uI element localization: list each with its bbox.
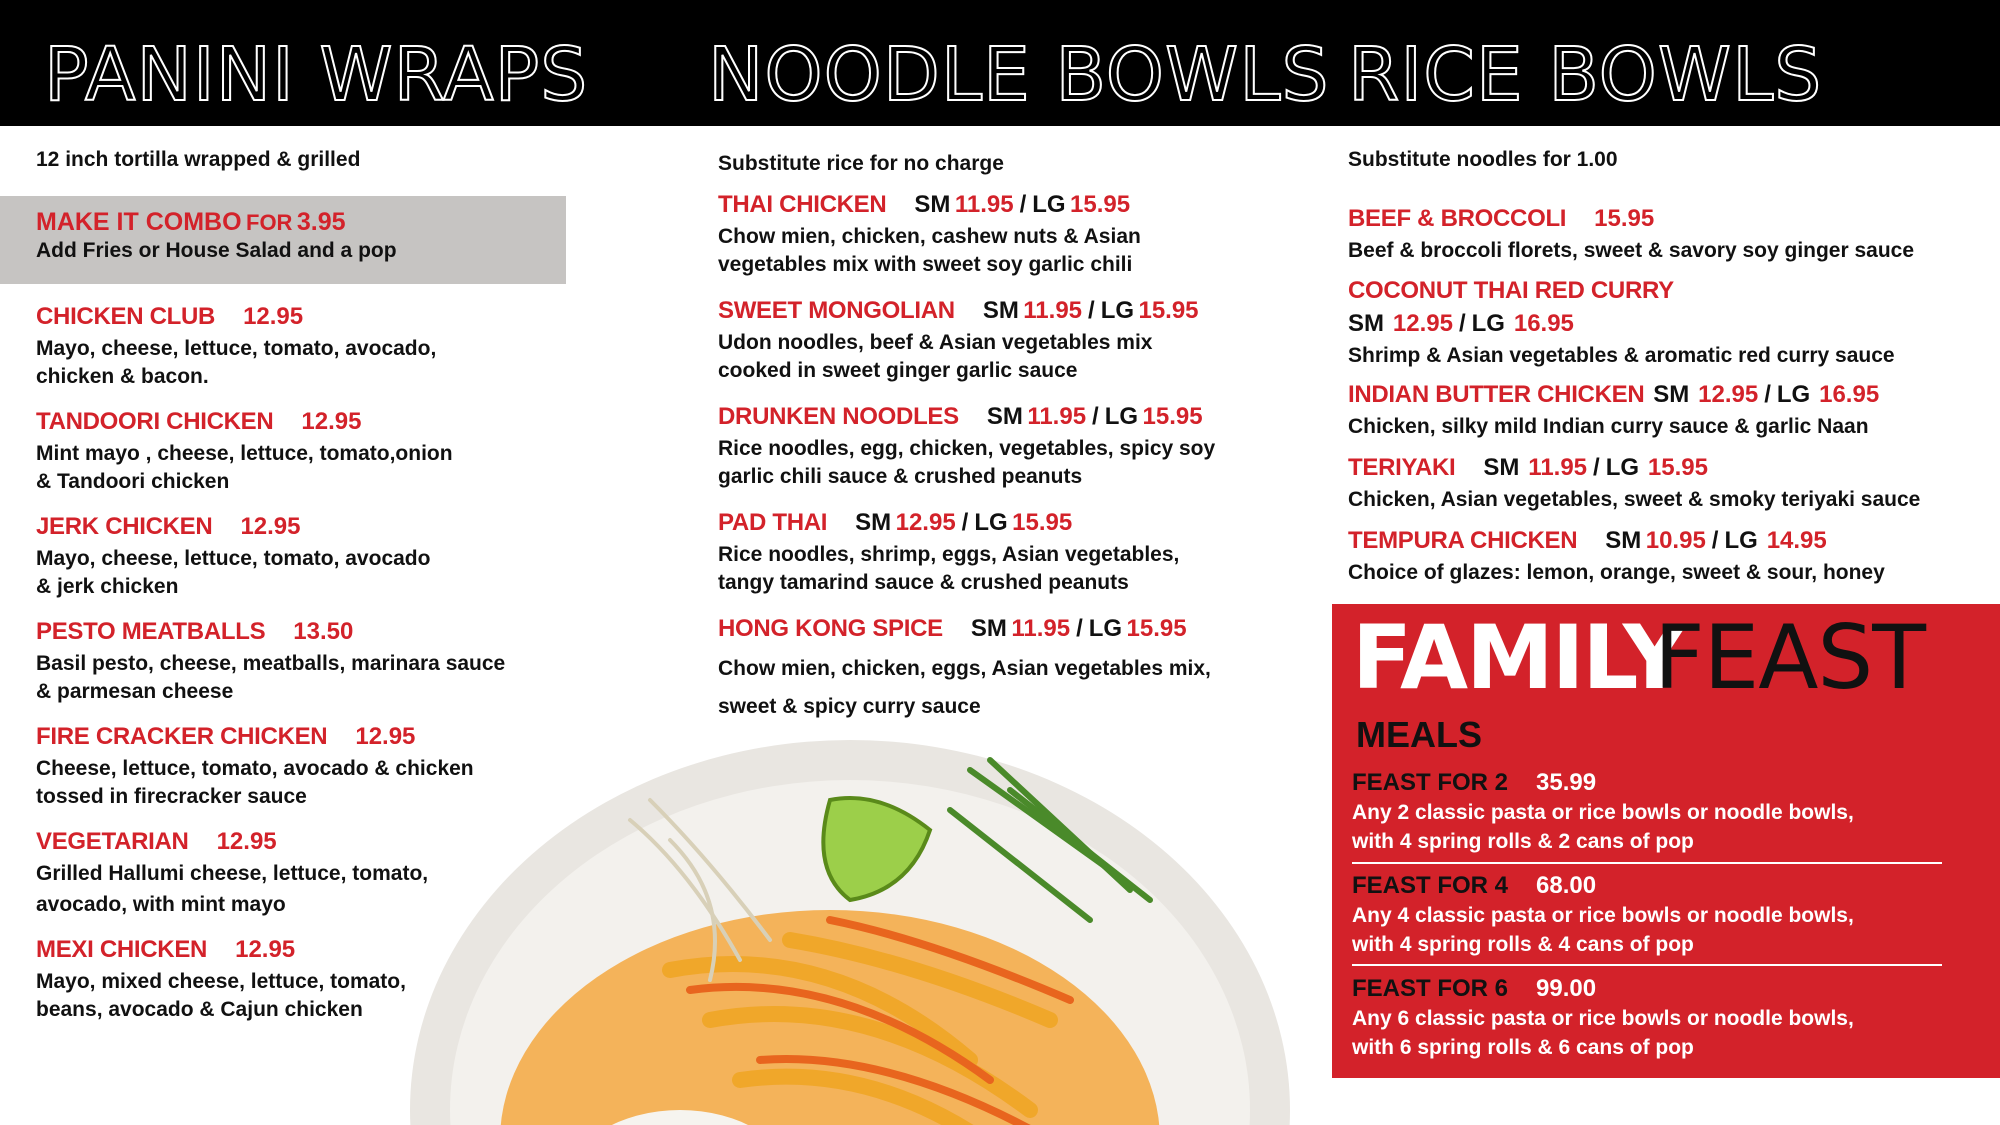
item-price: 12.95 xyxy=(240,513,301,540)
item-price-sm: 11.95 xyxy=(1027,403,1087,430)
size-label-sm: SM xyxy=(986,403,1023,430)
item-name: JERK CHICKEN xyxy=(36,513,213,540)
menu-item: PAD THAI SM 12.95 / LG 15.95 Rice noodles, shrimp, eggs, Asian vegetables, tangy tamarind sauce & crushed peanuts xyxy=(718,508,1179,597)
item-price-sm: 12.95 xyxy=(1392,310,1453,337)
item-price-sm: 11.95 xyxy=(1011,615,1071,642)
item-price-lg: 15.95 xyxy=(1647,454,1708,481)
noodle-bowls-title: NOODLE BOWLS xyxy=(708,32,1330,118)
item-name: BEEF & BROCCOLI xyxy=(1348,205,1567,232)
size-label-sm: SM xyxy=(970,615,1007,642)
feast-desc: Any 6 classic pasta or rice bowls or noodle bowls, xyxy=(1352,1007,1854,1030)
item-desc: tossed in firecracker sauce xyxy=(36,785,307,808)
item-desc: Mayo, cheese, lettuce, tomato, avocado xyxy=(36,547,431,570)
menu-item xyxy=(36,722,474,811)
item-price-sm: 10.95 xyxy=(1645,527,1706,554)
item-price: 12.95 xyxy=(301,408,362,435)
feast-item xyxy=(1352,768,1952,856)
noodle-note: Substitute rice for no charge xyxy=(718,152,1004,175)
combo-for-label: FOR xyxy=(246,210,293,235)
item-price-sm: 12.95 xyxy=(1698,381,1759,408)
item-price: 13.50 xyxy=(293,618,354,645)
item-price-sm: 11.95 xyxy=(954,191,1014,218)
item-desc: Chicken, silky mild Indian curry sauce & garlic Naan xyxy=(1348,415,1869,438)
menu-item: DRUNKEN NOODLES SM 11.95 / LG 15.95 Rice noodles, egg, chicken, vegetables, spicy soy garlic chili sauce & crushed peanuts xyxy=(718,402,1215,491)
item-desc: Grilled Hallumi cheese, lettuce, tomato, xyxy=(36,862,429,885)
menu-item: SWEET MONGOLIAN SM 11.95 / LG 15.95 Udon noodles, beef & Asian vegetables mix cooked in sweet ginger garlic sauce xyxy=(718,296,1199,385)
divider xyxy=(1352,964,1942,966)
item-desc: Mint mayo , cheese, lettuce, tomato,onion xyxy=(36,442,453,465)
rice-bowls-title: RICE BOWLS xyxy=(1348,32,1823,118)
combo-desc: Add Fries or House Salad and a pop xyxy=(36,239,397,262)
item-name: PESTO MEATBALLS xyxy=(36,618,266,645)
item-desc: chicken & bacon. xyxy=(36,365,209,388)
size-label-lg: LG xyxy=(974,509,1008,536)
menu-item xyxy=(36,617,505,706)
menu-item: COCONUT THAI RED CURRY SM 12.95 / LG 16.95 Shrimp & Asian vegetables & aromatic red curry sauce xyxy=(1348,276,1895,370)
menu-item: HONG KONG SPICE SM 11.95 / LG 15.95 Chow mien, chicken, eggs, Asian vegetables mix, sweet & spicy curry sauce xyxy=(718,614,1211,721)
item-desc: cooked in sweet ginger garlic sauce xyxy=(718,359,1078,382)
item-price-lg: 15.95 xyxy=(1138,297,1199,324)
menu-item xyxy=(1348,204,1914,265)
panini-note: 12 inch tortilla wrapped & grilled xyxy=(36,148,361,171)
feast-price: 35.99 xyxy=(1536,769,1597,796)
item-price-lg: 15.95 xyxy=(1126,615,1187,642)
feast-desc: Any 2 classic pasta or rice bowls or noodle bowls, xyxy=(1352,801,1854,824)
item-desc: Mayo, cheese, lettuce, tomato, avocado, xyxy=(36,337,437,360)
feast-desc: Any 4 classic pasta or rice bowls or noodle bowls, xyxy=(1352,904,1854,927)
feast-name: FEAST FOR 6 xyxy=(1352,975,1509,1002)
item-price: 12.95 xyxy=(216,828,277,855)
item-price-lg: 16.95 xyxy=(1819,381,1880,408)
item-price: 12.95 xyxy=(235,936,296,963)
item-price: 12.95 xyxy=(355,723,416,750)
item-price-sm: 11.95 xyxy=(1023,297,1083,324)
item-name: HONG KONG SPICE xyxy=(718,615,943,642)
item-desc: avocado, with mint mayo xyxy=(36,893,286,916)
item-desc: Rice noodles, shrimp, eggs, Asian vegetables, xyxy=(718,543,1180,566)
size-label-lg: LG xyxy=(1032,191,1066,218)
item-desc: Chicken, Asian vegetables, sweet & smoky teriyaki sauce xyxy=(1348,488,1921,511)
size-label-sm: SM xyxy=(914,191,951,218)
item-price-lg: 16.95 xyxy=(1513,310,1574,337)
feast-name: FEAST FOR 4 xyxy=(1352,872,1509,899)
item-name: THAI CHICKEN xyxy=(718,191,887,218)
feast-meals-label: MEALS xyxy=(1356,714,1482,755)
item-name: CHICKEN CLUB xyxy=(36,303,216,330)
menu-item xyxy=(36,302,436,391)
item-name: FIRE CRACKER CHICKEN xyxy=(36,723,328,750)
menu-item: THAI CHICKEN SM 11.95 / LG 15.95 Chow mien, chicken, cashew nuts & Asian vegetables mix with sweet soy garlic chili xyxy=(718,190,1141,279)
size-label-sm: SM xyxy=(1653,381,1690,408)
divider xyxy=(1352,862,1942,864)
feast-title-feast: FEAST xyxy=(1654,606,1926,709)
item-desc: Shrimp & Asian vegetables & aromatic red curry sauce xyxy=(1348,344,1895,367)
size-label-sm: SM xyxy=(1605,527,1642,554)
item-price-lg: 15.95 xyxy=(1012,509,1073,536)
combo-title: MAKE IT COMBO xyxy=(36,208,242,236)
size-label-lg: LG xyxy=(1100,297,1135,324)
item-desc: beans, avocado & Cajun chicken xyxy=(36,998,363,1021)
menu-item: INDIAN BUTTER CHICKEN SM 12.95 / LG 16.95 Chicken, silky mild Indian curry sauce & garlic Naan xyxy=(1348,380,1879,441)
feast-title-family: FAMILY xyxy=(1352,606,1685,709)
item-price-sm: 12.95 xyxy=(895,509,956,536)
item-desc: vegetables mix with sweet soy garlic chili xyxy=(718,253,1133,276)
item-desc: sweet & spicy curry sauce xyxy=(718,695,981,718)
item-desc: Beef & broccoli florets, sweet & savory soy ginger sauce xyxy=(1348,239,1915,262)
menu-item xyxy=(36,827,428,919)
item-price: 15.95 xyxy=(1594,205,1655,232)
item-name: MEXI CHICKEN xyxy=(36,936,208,963)
size-label-lg: LG xyxy=(1605,454,1640,481)
item-desc: Chow mien, chicken, eggs, Asian vegetables mix, xyxy=(718,657,1211,680)
item-price-lg: 14.95 xyxy=(1766,527,1827,554)
item-price-lg: 15.95 xyxy=(1142,403,1203,430)
item-name: INDIAN BUTTER CHICKEN xyxy=(1348,381,1645,408)
panini-wraps-title: PANINI WRAPS xyxy=(44,32,589,118)
item-name: TERIYAKI xyxy=(1348,454,1456,481)
menu-item xyxy=(36,407,453,496)
item-desc: Mayo, mixed cheese, lettuce, tomato, xyxy=(36,970,406,993)
size-label-lg: LG xyxy=(1776,381,1811,408)
feast-desc: with 6 spring rolls & 6 cans of pop xyxy=(1352,1036,1694,1059)
feast-price: 68.00 xyxy=(1536,872,1597,899)
item-desc: Cheese, lettuce, tomato, avocado & chicken xyxy=(36,757,474,780)
menu-item: TERIYAKI SM 11.95 / LG 15.95 Chicken, Asian vegetables, sweet & smoky teriyaki sauce xyxy=(1348,453,1920,514)
feast-name: FEAST FOR 2 xyxy=(1352,769,1509,796)
item-desc: Rice noodles, egg, chicken, vegetables, spicy soy xyxy=(718,437,1216,460)
item-desc: & parmesan cheese xyxy=(36,680,234,703)
size-label-lg: LG xyxy=(1104,403,1139,430)
item-desc: Basil pesto, cheese, meatballs, marinara sauce xyxy=(36,652,506,675)
item-desc: & Tandoori chicken xyxy=(36,470,230,493)
item-name: PAD THAI xyxy=(718,509,828,536)
size-label-sm: SM xyxy=(1483,454,1520,481)
item-desc: tangy tamarind sauce & crushed peanuts xyxy=(718,571,1129,594)
feast-desc: with 4 spring rolls & 2 cans of pop xyxy=(1352,830,1694,853)
item-name: DRUNKEN NOODLES xyxy=(718,403,959,430)
rice-note: Substitute noodles for 1.00 xyxy=(1348,148,1618,171)
menu-item xyxy=(36,935,406,1024)
size-label-lg: LG xyxy=(1724,527,1758,554)
size-label-sm: SM xyxy=(1348,310,1384,337)
menu-item xyxy=(36,512,430,601)
family-feast-panel xyxy=(1332,604,2000,1078)
item-desc: & jerk chicken xyxy=(36,575,179,598)
item-name: TANDOORI CHICKEN xyxy=(36,408,274,435)
size-label-lg: LG xyxy=(1471,310,1505,337)
size-label-sm: SM xyxy=(982,297,1019,324)
item-price-lg: 15.95 xyxy=(1070,191,1131,218)
combo-box xyxy=(0,196,566,284)
item-desc: Udon noodles, beef & Asian vegetables mix xyxy=(718,331,1153,354)
feast-item xyxy=(1352,974,1952,1062)
item-name: TEMPURA CHICKEN xyxy=(1348,527,1578,554)
combo-price: 3.95 xyxy=(296,208,346,236)
size-label-lg: LG xyxy=(1088,615,1123,642)
item-desc: Choice of glazes: lemon, orange, sweet & sour, honey xyxy=(1348,561,1885,584)
item-name: SWEET MONGOLIAN xyxy=(718,297,955,324)
menu-item: TEMPURA CHICKEN SM 10.95 / LG 14.95 Choice of glazes: lemon, orange, sweet & sour, honey xyxy=(1348,526,1885,587)
item-name: COCONUT THAI RED CURRY xyxy=(1348,277,1674,304)
item-desc: garlic chili sauce & crushed peanuts xyxy=(718,465,1083,488)
item-desc: Chow mien, chicken, cashew nuts & Asian xyxy=(718,225,1141,248)
feast-desc: with 4 spring rolls & 4 cans of pop xyxy=(1352,933,1694,956)
item-price-sm: 11.95 xyxy=(1528,454,1588,481)
feast-item xyxy=(1352,871,1952,959)
item-price: 12.95 xyxy=(243,303,304,330)
feast-price: 99.00 xyxy=(1536,975,1597,1002)
size-label-sm: SM xyxy=(855,509,892,536)
item-name: VEGETARIAN xyxy=(36,828,189,855)
